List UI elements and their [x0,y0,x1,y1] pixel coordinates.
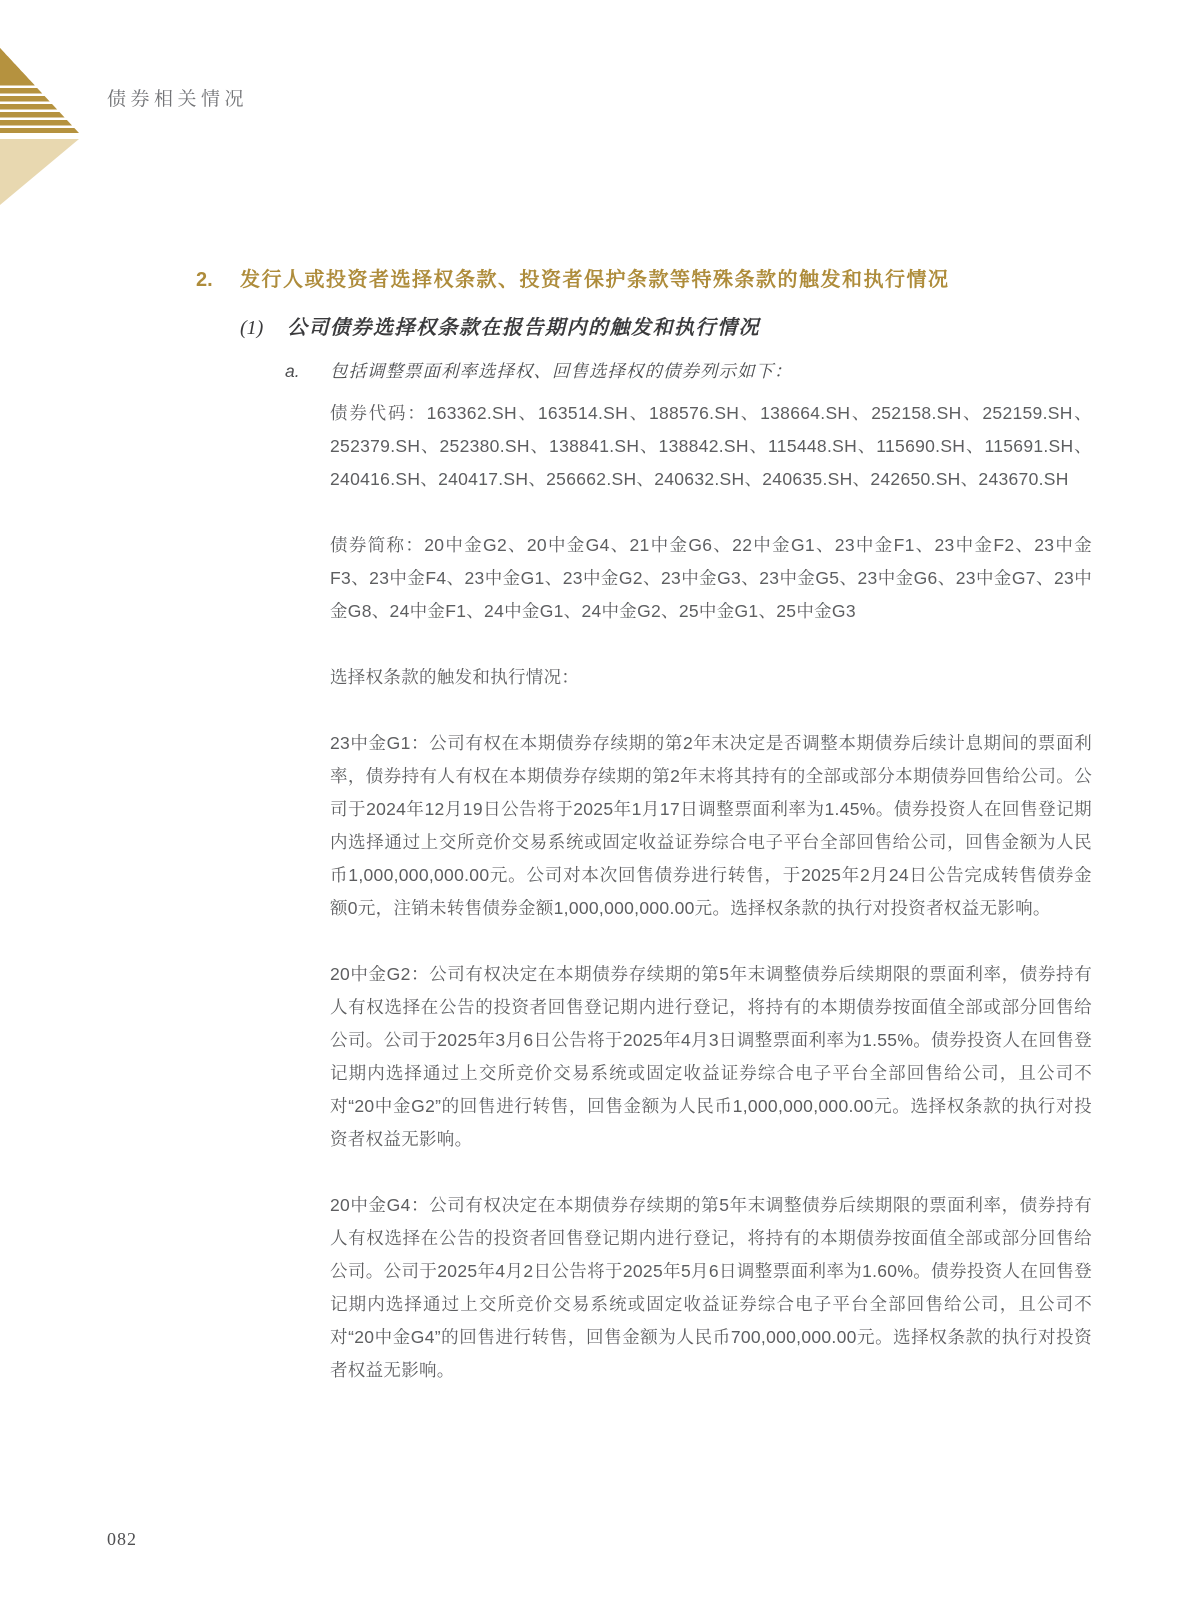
section-number: 2. [196,269,213,291]
subsection-heading [240,314,1092,342]
main-content [196,266,1092,1420]
section-heading [196,266,1092,294]
clause-20zjg4-paragraph: 20中金G4：公司有权决定在本期债券存续期的第5年末调整债券后续期限的票面利率，债券持有人有权选择在公告的投资者回售登记期内进行登记，将持有的本期债券按面值全部或部分回售给公司。公司于2025年4月2日公告将于2025年5月6日调整票面利率为1.60%。债券投资人在回售登记期内选择通过上交所竞价交易系统或固定收益证券综合电子平台全部回售给公司，且公司不对“20中金G4”的回售进行转售，回售金额为人民币700,000,000.00元。选择权条款的执行对投资者权益无影响。 [330,1195,1092,1380]
running-header-title: 债券相关情况 [107,89,249,110]
clause-23zjg1-paragraph: 23中金G1：公司有权在本期债券存续期的第2年末决定是否调整本期债券后续计息期间的票面利率，债券持有人有权在本期债券存续期的第2年末将其持有的全部或部分本期债券回售给公司。公司于2024年12月19日公告将于2025年1月17日调整票面利率为1.45%。债券投资人在回售登记期内选择通过上交所竞价交易系统或固定收益证券综合电子平台全部回售给公司，回售金额为人民币1,000,000,000.00元。公司对本次回售债券进行转售，于2025年2月24日公告完成转售债券金额0元，注销未转售债券金额1,000,000,000.00元。选择权条款的执行对投资者权益无影响。 [330,733,1092,918]
item-title: 包括调整票面利率选择权、回售选择权的债券列示如下： [330,361,793,381]
subsection-number: (1) [240,317,264,339]
corner-arrow-tan-icon [0,139,79,205]
page-number: 082 [107,1529,137,1549]
corner-arrow-striped-icon [0,48,79,133]
item-heading [285,359,1092,383]
item-letter: a. [285,361,300,381]
subsection-title: 公司债券选择权条款在报告期内的触发和执行情况 [287,317,760,339]
bond-codes-paragraph: 债券代码：163362.SH、163514.SH、188576.SH、138664.SH、252158.SH、252159.SH、252379.SH、252380.SH、138841.SH、138842.SH、115448.SH、115690.SH、115691.SH、240416.SH、240417.SH、256662.SH、240632.SH、240635.SH、242650.SH、243670.SH [330,403,1092,489]
clause-20zjg2-paragraph: 20中金G2：公司有权决定在本期债券存续期的第5年末调整债券后续期限的票面利率，债券持有人有权选择在公告的投资者回售登记期内进行登记，将持有的本期债券按面值全部或部分回售给公司。公司于2025年3月6日公告将于2025年4月3日调整票面利率为1.55%。债券投资人在回售登记期内选择通过上交所竞价交易系统或固定收益证券综合电子平台全部回售给公司，且公司不对“20中金G2”的回售进行转售，回售金额为人民币1,000,000,000.00元。选择权条款的执行对投资者权益无影响。 [330,964,1092,1149]
section-title: 发行人或投资者选择权条款、投资者保护条款等特殊条款的触发和执行情况 [240,269,950,291]
bond-names-paragraph: 债券简称：20中金G2、20中金G4、21中金G6、22中金G1、23中金F1、23中金F2、23中金F3、23中金F4、23中金G1、23中金G2、23中金G3、23中金G5、23中金G6、23中金G7、23中金G8、24中金F1、24中金G1、24中金G2、25中金G1、25中金G3 [330,535,1092,621]
trigger-intro-paragraph: 选择权条款的触发和执行情况： [330,667,580,687]
body-column [330,397,1092,1387]
